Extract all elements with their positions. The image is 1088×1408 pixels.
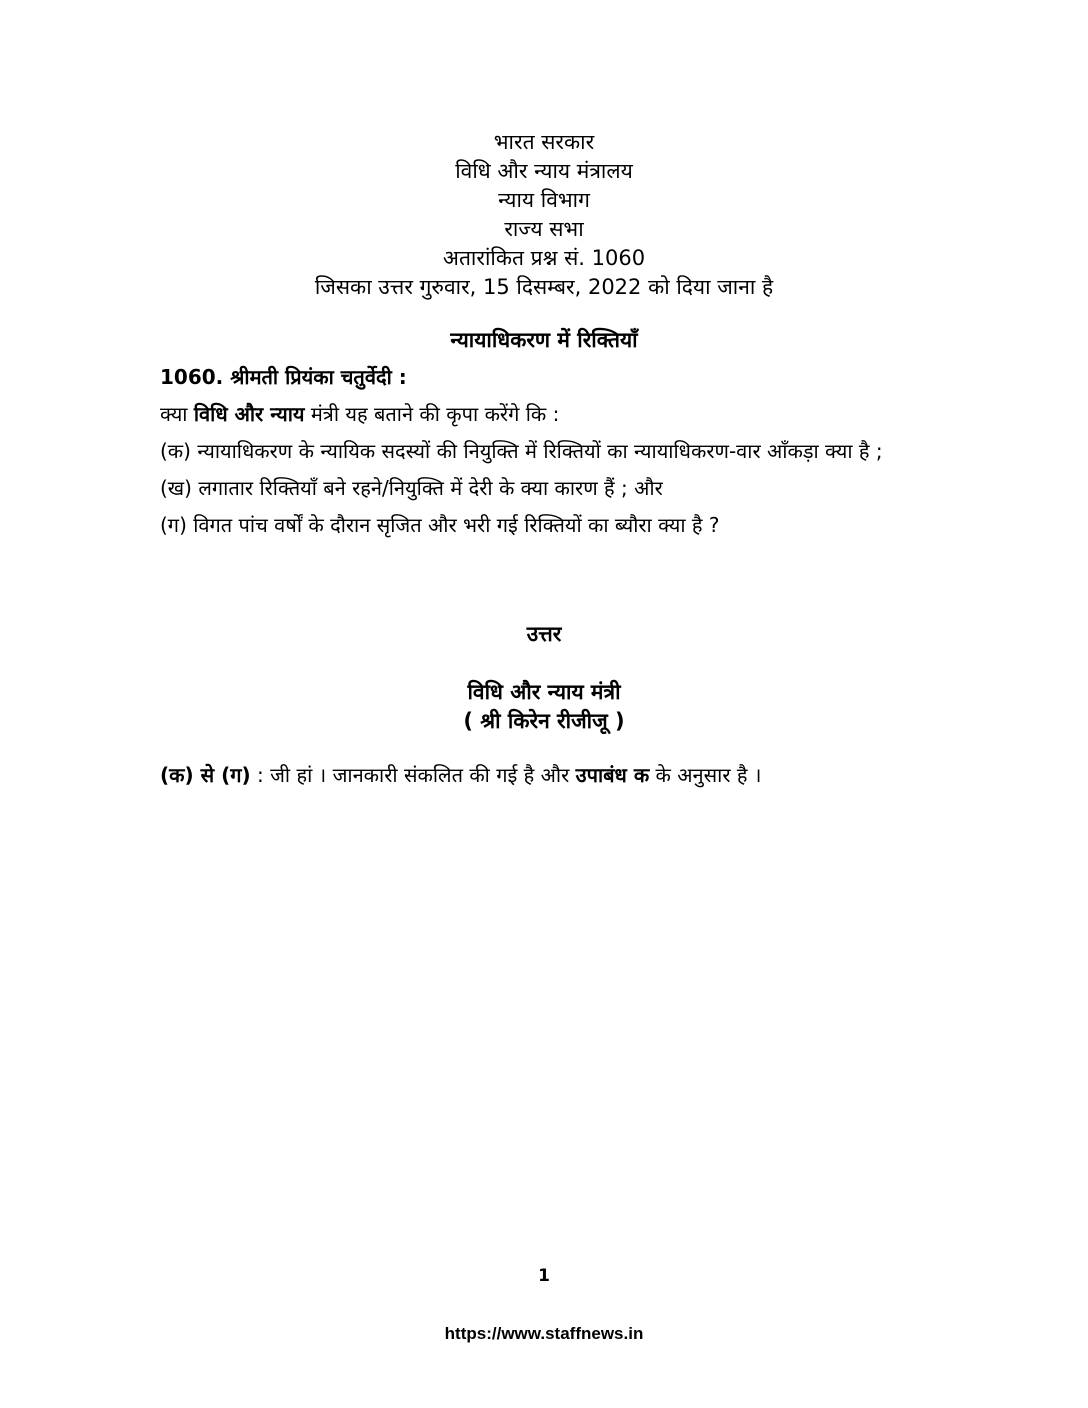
question-part-a: (क) न्यायाधिकरण के न्यायिक सदस्यों की नियुक्ति में रिक्तियों का न्यायाधिकरण-वार आँकड़ा क्या है ;: [160, 439, 883, 463]
question-asker: 1060. श्रीमती प्रियंका चतुर्वेदी :: [160, 365, 407, 389]
answer-end: के अनुसार है ।: [649, 763, 762, 787]
question-intro-prefix: क्या: [160, 402, 194, 426]
minister-title: विधि और न्याय मंत्री: [467, 680, 621, 704]
answer-range: (क) से (ग): [160, 763, 251, 787]
header-answer-date: जिसका उत्तर गुरुवार, 15 दिसम्बर, 2022 को दिया जाना है: [314, 275, 774, 299]
question-intro-suffix: मंत्री यह बताने की कृपा करेंगे कि :: [304, 402, 560, 426]
answer-annexure: उपाबंध क: [575, 763, 650, 787]
footer-url: https://www.staffnews.in: [444, 1324, 644, 1343]
header-question-number: अतारांकित प्रश्न सं. 1060: [442, 246, 646, 270]
document-header: [0, 128, 1088, 302]
subject-title: न्यायाधिकरण में रिक्तियाँ: [450, 328, 638, 352]
minister-block: [0, 678, 1088, 736]
header-ministry: विधि और न्याय मंत्रालय: [455, 159, 633, 183]
page-number: 1: [538, 1266, 550, 1286]
header-house: राज्य सभा: [504, 217, 584, 241]
answer-middle: : जी हां । जानकारी संकलित की गई है और: [250, 763, 576, 787]
question-intro: [160, 401, 960, 427]
header-government: भारत सरकार: [493, 130, 595, 154]
question-intro-ministry: विधि और न्याय: [193, 402, 305, 426]
question-part-b: (ख) लगातार रिक्तियाँ बने रहने/नियुक्ति में देरी के क्या कारण हैं ; और: [160, 476, 663, 500]
answer-heading: उत्तर: [526, 622, 562, 646]
question-section: [160, 364, 960, 549]
minister-name: ( श्री किरेन रीजीजू ): [463, 709, 625, 733]
header-department: न्याय विभाग: [498, 188, 590, 212]
answer-text: [160, 762, 960, 788]
question-part-c: (ग) विगत पांच वर्षों के दौरान सृजित और भरी गई रिक्तियों का ब्यौरा क्या है ?: [160, 513, 720, 537]
